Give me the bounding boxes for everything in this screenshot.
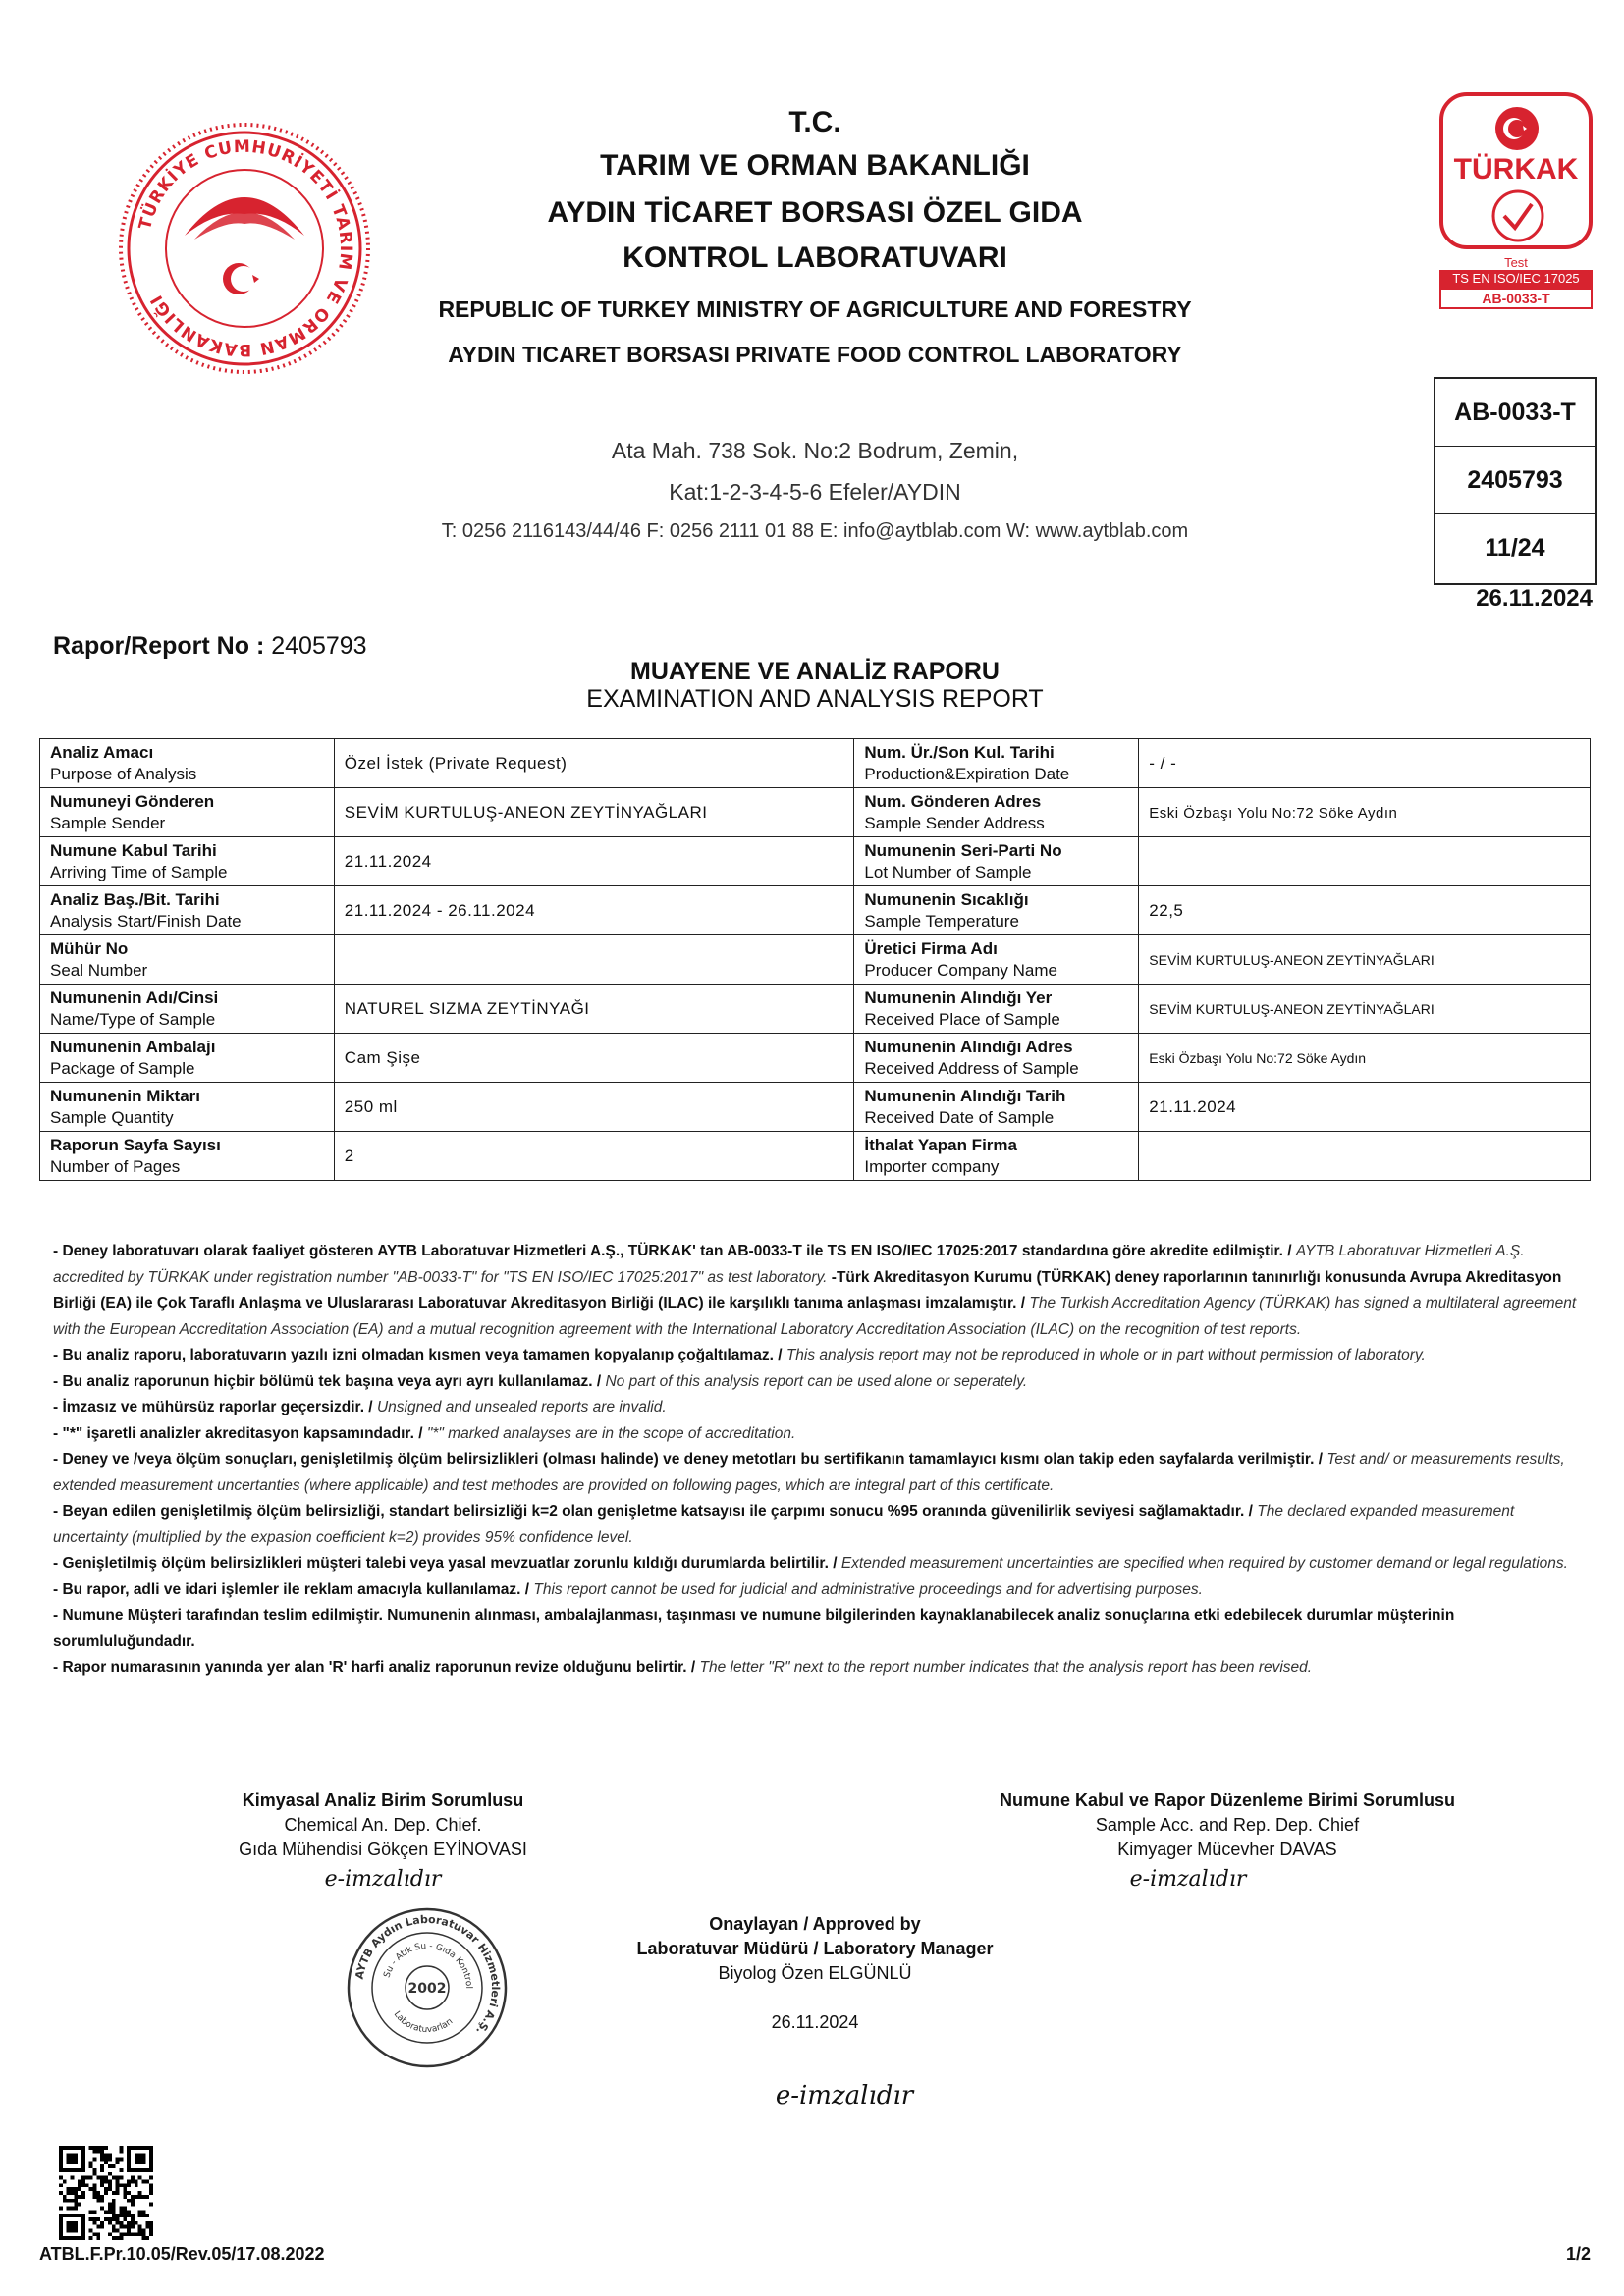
note-item: - Bu analiz raporu, laboratuvarın yazılı izni olmadan kısmen veya tamamen kopyalanıp çoğaltılamaz. / This analysis report may not be reproduced in whole or in part without permission of laboratory. [53,1347,1426,1363]
row-label [40,1034,335,1083]
row-label-right-tr: Numunenin Sıcaklığı [864,889,1029,909]
row-value-right: 22,5 [1139,886,1591,935]
row-label-right [854,1083,1139,1132]
report-notes [53,1239,1585,1682]
sig-right-role: Sample Acc. and Rep. Dep. Chief [1095,1815,1360,1835]
header-title-en-lab: AYDIN TICARET BORSASI PRIVATE FOOD CONTROL LABORATORY [448,342,1182,367]
table-row [40,788,1591,837]
row-label-en: Purpose of Analysis [50,764,197,783]
row-label-right-tr: Üretici Firma Adı [864,938,998,958]
note-item: - Rapor numarasının yanında yer alan 'R' harfi analiz raporunun revize olduğunu belirtir. / The letter "R" next to the report number indicates that the analysis report has been revised. [53,1659,1313,1676]
row-label-right [854,739,1139,788]
row-label-tr: Numuneyi Gönderen [50,791,215,811]
row-label-right [854,788,1139,837]
svg-text:AYTB Aydın Laboratuvar Hizmetl [353,1913,502,2037]
checkmark-icon [1490,188,1545,243]
note-item: - Deney laboratuvarı olarak faaliyet gösteren AYTB Laboratuvar Hizmetleri A.Ş., TÜRKAK' tan AB-0033-T ile TS EN ISO/IEC 17025:2017 standardına göre akredite edilmiştir. / AYTB Laboratuvar Hizmetleri A.Ş. accredited by TÜRKAK under registration number "AB-0033-T" for "TS EN ISO/IEC 17025:2017" as test laboratory. -Türk Akreditasyon Kurumu (TÜRKAK) deney raporlarının tanınırlığı konusunda Avrupa Akreditasyon Birliği (EA) ile Çok Taraflı Anlaşma ve Uluslararası Laboratuvar Akreditasyon Birliği (ILAC) ile karşılıklı tanıma anlaşması imzalamıştır. / The Turkish Accreditation Agency (TÜRKAK) has signed a multilateral agreement with the European Accreditation Association (EA) and a mutual recognition agreement with the International Laboratory Accreditation Association (ILAC) on the recognition of test reports. [53,1243,1577,1338]
row-value: NATUREL SIZMA ZEYTİNYAĞI [334,985,854,1034]
sig-center-role: Laboratuvar Müdürü / Laboratory Manager [636,1939,994,1958]
row-label-right [854,985,1139,1034]
contact-line: T: 0256 2116143/44/46 F: 0256 2111 01 88 E: info@aytblab.com W: www.aytblab.com [441,520,1189,542]
signature-sample-chief [884,1789,1571,1862]
row-value [334,935,854,985]
row-label-right-tr: Numunenin Alındığı Yer [864,988,1053,1007]
table-row [40,739,1591,788]
row-value: 2 [334,1132,854,1181]
note-item: - Numune Müşteri tarafından teslim edilmiştir. Numunenin alınması, ambalajlanması, taşınması ve numune bilgilerinden kaynaklanabilecek analiz sonuçlarına etki edebilecek durumlar müşterinin sorumluluğundadır. [53,1607,1455,1650]
ministry-seal [116,120,373,377]
sample-info-table [39,738,1591,1181]
table-row [40,837,1591,886]
row-label-en: Arriving Time of Sample [50,862,228,881]
row-label [40,1132,335,1181]
row-label-right-en: Producer Company Name [864,960,1057,980]
row-label-right [854,886,1139,935]
report-code-box [1434,377,1597,585]
row-label-en: Analysis Start/Finish Date [50,911,242,931]
table-row [40,985,1591,1034]
row-label-en: Number of Pages [50,1156,181,1176]
approval-date: 26.11.2024 [771,2012,859,2032]
row-label-right-tr: Numunenin Seri-Parti No [864,840,1062,860]
table-row [40,1034,1591,1083]
row-value-right: 21.11.2024 [1139,1083,1591,1132]
row-label-right-en: Received Address of Sample [864,1058,1079,1078]
sig-center-name: Biyolog Özen ELGÜNLÜ [718,1963,912,1983]
row-label-en: Sample Quantity [50,1107,174,1127]
signature-approver [579,1912,1051,1986]
row-value: 250 ml [334,1083,854,1132]
row-label-tr: Analiz Amacı [50,742,154,762]
qr-code[interactable] [59,2146,153,2240]
sig-right-title: Numune Kabul ve Rapor Düzenleme Birimi Sorumlusu [999,1790,1456,1810]
row-label [40,837,335,886]
row-label-tr: Numunenin Ambalajı [50,1037,216,1056]
row-label-right-en: Sample Temperature [864,911,1019,931]
row-label-right-tr: Numunenin Alındığı Adres [864,1037,1073,1056]
row-label-right-en: Sample Sender Address [864,813,1045,832]
header-title-ministry: TARIM VE ORMAN BAKANLIĞI [600,149,1030,182]
report-title: MUAYENE VE ANALİZ RAPORU [630,658,1000,685]
row-label-tr: Raporun Sayfa Sayısı [50,1135,221,1154]
row-label-right-en: Received Place of Sample [864,1009,1060,1029]
sig-left-title: Kimyasal Analiz Birim Sorumlusu [242,1790,524,1810]
esign-right: e-imzalıdır [1129,1867,1247,1892]
report-number-value: 2405793 [271,632,367,660]
row-label-en: Package of Sample [50,1058,195,1078]
row-label-right-en: Importer company [864,1156,1000,1176]
report-number [53,632,367,661]
table-row [40,886,1591,935]
address-line-2: Kat:1-2-3-4-5-6 Efeler/AYDIN [669,479,961,505]
row-value: 21.11.2024 - 26.11.2024 [334,886,854,935]
sig-right-name: Kimyager Mücevher DAVAS [1117,1840,1337,1859]
turkak-crescent-icon [1494,106,1540,151]
sig-left-role: Chemical An. Dep. Chief. [284,1815,482,1835]
row-label-en: Name/Type of Sample [50,1009,216,1029]
turkak-test: Test [1504,255,1528,270]
lab-seal [344,1904,511,2071]
table-row [40,935,1591,985]
row-label-right-tr: Num. Gönderen Adres [864,791,1042,811]
row-value-right [1139,837,1591,886]
row-value-right: SEVİM KURTULUŞ-ANEON ZEYTİNYAĞLARI [1139,985,1591,1034]
row-label-right [854,935,1139,985]
header-title-en-ministry: REPUBLIC OF TURKEY MINISTRY OF AGRICULTURE AND FORESTRY [438,296,1192,322]
row-label-right-en: Lot Number of Sample [864,862,1032,881]
header-title-tc: T.C. [788,106,841,138]
row-value-right [1139,1132,1591,1181]
note-item: - Bu rapor, adli ve idari işlemler ile reklam amacıyla kullanılamaz. / This report cannot be used for judicial and administrative proceedings and for advertising purposes. [53,1580,1203,1598]
note-item: - İmzasız ve mühürsüz raporlar geçersizdir. / Unsigned and unsealed reports are invalid. [53,1399,667,1415]
row-label-right-tr: İthalat Yapan Firma [864,1135,1017,1154]
turkak-standard: TS EN ISO/IEC 17025 [1439,270,1593,288]
row-value-right: - / - [1139,739,1591,788]
note-item: - Bu analiz raporunun hiçbir bölümü tek başına veya ayrı ayrı kullanılamaz. / No part of this analysis report can be used alone or seperately. [53,1372,1028,1390]
row-value: SEVİM KURTULUŞ-ANEON ZEYTİNYAĞLARI [334,788,854,837]
row-label-right-en: Received Date of Sample [864,1107,1055,1127]
esign-left: e-imzalıdır [324,1867,442,1892]
code-number: 2405793 [1435,447,1595,514]
report-date: 26.11.2024 [1476,585,1593,612]
table-row [40,1083,1591,1132]
lab-seal-bottom-text: Laboratuvarları [391,2009,456,2036]
row-value: Özel İstek (Private Request) [334,739,854,788]
row-value-right: Eski Özbaşı Yolu No:72 Söke Aydın [1139,1034,1591,1083]
row-label [40,739,335,788]
row-value-right: SEVİM KURTULUŞ-ANEON ZEYTİNYAĞLARI [1139,935,1591,985]
row-label-tr: Analiz Baş./Bit. Tarihi [50,889,220,909]
note-item: - Beyan edilen genişletilmiş ölçüm belirsizliği, standart belirsizliği k=2 olan genişletme katsayısı ile çarpımı sonucu %95 oranında güvenilirlik seviyesi sağlamaktadır. / The declared expanded measurement uncertainty (multiplied by the expasion coefficient k=2) provides 95% confidence level. [53,1503,1515,1546]
header-title-lab-1: AYDIN TİCARET BORSASI ÖZEL GIDA [547,196,1083,229]
note-item: - "*" işaretli analizler akreditasyon kapsamındadır. / "*" marked analayses are in the scope of accreditation. [53,1424,796,1442]
row-label-tr: Numunenin Miktarı [50,1086,201,1105]
note-item: - Deney ve /veya ölçüm sonuçları, genişletilmiş ölçüm belirsizlikleri (olması halinde) ve deney metotları bu sertifikanın tamamlayıcı kısmı olan takip eden sayfalarda verilmiştir. / Test and/ or measurements results, extended measurement uncertanties (where applicable) and test methodes are provided on following pages, which are integral part of this certificate. [53,1451,1565,1494]
report-subtitle: EXAMINATION AND ANALYSIS REPORT [586,685,1044,713]
sig-left-name: Gıda Mühendisi Gökçen EYİNOVASI [239,1840,527,1859]
lab-seal-ring-text: AYTB Aydın Laboratuvar Hizmetleri A.Ş. [352,1912,503,2038]
turkak-logo [1439,92,1597,318]
code-accreditation: AB-0033-T [1435,379,1595,447]
esign-center: e-imzalıdır [775,2081,914,2110]
row-value-right: Eski Özbaşı Yolu No:72 Söke Aydın [1139,788,1591,837]
row-label [40,886,335,935]
code-month: 11/24 [1485,534,1545,561]
row-value: 21.11.2024 [334,837,854,886]
row-label-tr: Mühür No [50,938,129,958]
sig-center-title: Onaylayan / Approved by [709,1914,921,1934]
row-label [40,935,335,985]
row-label-right [854,837,1139,886]
row-label-tr: Numunenin Adı/Cinsi [50,988,219,1007]
row-label-right-en: Production&Expiration Date [864,764,1070,783]
row-label-en: Sample Sender [50,813,166,832]
signature-chemical-chief [187,1789,579,1862]
turkak-brand: TÜRKAK [1453,153,1579,186]
row-label-tr: Numune Kabul Tarihi [50,840,217,860]
row-label-right [854,1034,1139,1083]
row-label [40,788,335,837]
turkak-code: AB-0033-T [1439,288,1593,309]
row-label-right-tr: Num. Ür./Son Kul. Tarihi [864,742,1055,762]
row-label-right-tr: Numunenin Alındığı Tarih [864,1086,1066,1105]
address-line-1: Ata Mah. 738 Sok. No:2 Bodrum, Zemin, [611,438,1019,463]
lab-seal-year: 2002 [407,1981,447,1997]
row-value: Cam Şişe [334,1034,854,1083]
report-number-label: Rapor/Report No : [53,632,265,660]
footer-page-number: 1/2 [1565,2244,1591,2264]
ministry-seal-ring-text: TÜRKİYE CUMHURİYETİ TARIM VE ORMAN BAKANLIĞI [135,136,356,360]
row-label-right [854,1132,1139,1181]
note-item: - Genişletilmiş ölçüm belirsizlikleri müşteri talebi veya yasal mevzuatlar zorunlu kıldığı durumlarda belirtilir. / Extended measurement uncertainties are specified when required by customer demand or legal regulations. [53,1555,1568,1572]
row-label [40,985,335,1034]
footer-form-code: ATBL.F.Pr.10.05/Rev.05/17.08.2022 [39,2244,325,2264]
row-label [40,1083,335,1132]
table-row [40,1132,1591,1181]
header-title-lab-2: KONTROL LABORATUVARI [623,241,1007,274]
lab-seal-inner-text: Su - Atık Su - Gıda Kontrol [382,1941,474,1990]
row-label-en: Seal Number [50,960,148,980]
svg-text:Laboratuvarları [392,2009,456,2035]
